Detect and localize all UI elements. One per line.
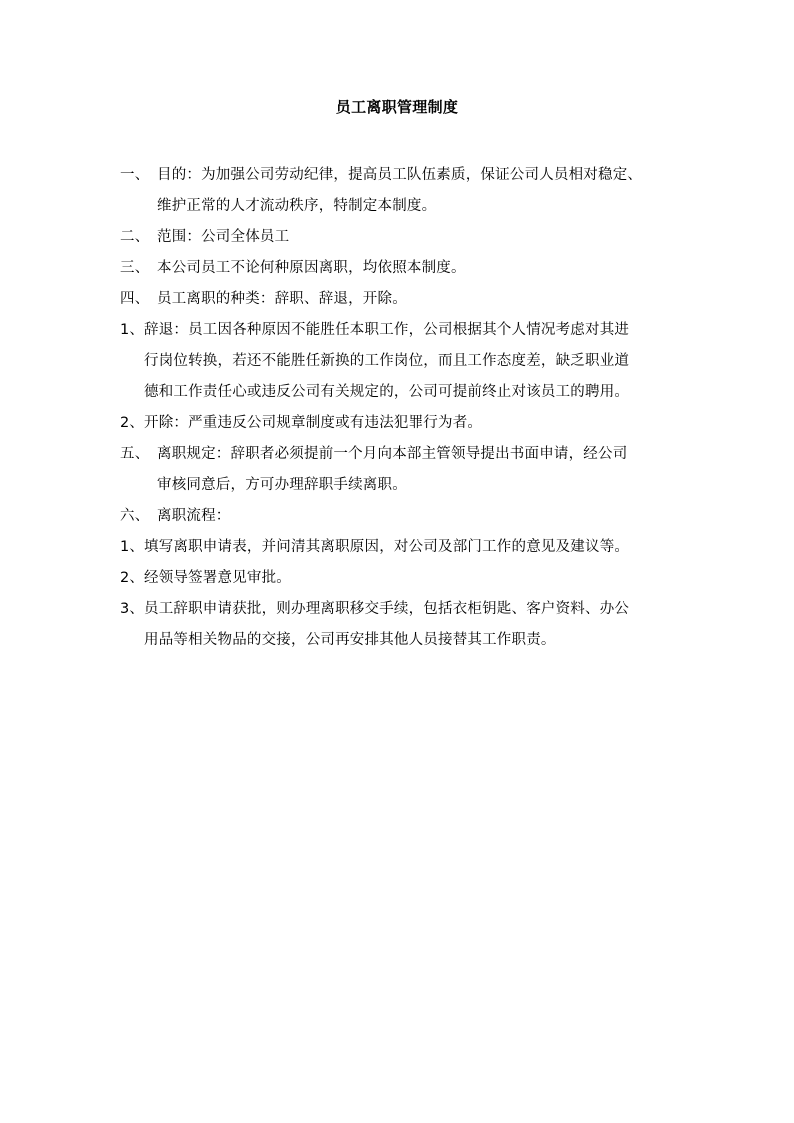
item-marker: 1、	[120, 322, 145, 338]
item-text	[157, 253, 690, 284]
item-text	[144, 594, 690, 656]
section-rules	[120, 439, 690, 501]
text-line: 离职规定：辞职者必须提前一个月向本部主管领导提出书面申请，经公司	[157, 446, 628, 462]
item-text	[157, 501, 690, 532]
text-line: 用品等相关物品的交接，公司再安排其他人员接替其工作职责。	[144, 632, 556, 648]
text-line: 维护正常的人才流动秩序，特制定本制度。	[157, 198, 437, 214]
item-marker: 三、	[120, 260, 150, 276]
item-text	[157, 222, 690, 253]
item-marker: 六、	[120, 508, 150, 524]
document-title: 员工离职管理制度	[335, 98, 459, 116]
text-line: 离职流程：	[157, 508, 231, 524]
text-line: 范围：公司全体员工	[157, 229, 290, 245]
text-line: 目的：为加强公司劳动纪律，提高员工队伍素质，保证公司人员相对稳定、	[157, 167, 643, 183]
item-marker: 2、	[120, 415, 145, 431]
document-body	[120, 160, 690, 656]
item-text	[144, 563, 690, 594]
item-marker: 五、	[120, 446, 150, 462]
item-text	[157, 160, 690, 222]
section-purpose	[120, 160, 690, 222]
process-step-3	[120, 594, 690, 656]
item-marker: 二、	[120, 229, 150, 245]
item-text	[157, 439, 690, 501]
subitem-dismissal	[120, 315, 690, 408]
text-line: 开除：严重违反公司规章制度或有违法犯罪行为者。	[144, 415, 483, 431]
process-step-1	[120, 532, 690, 563]
item-marker: 3、	[120, 601, 145, 617]
subitem-expulsion	[120, 408, 690, 439]
text-line: 经领导签署意见审批。	[144, 570, 291, 586]
item-marker: 四、	[120, 291, 150, 307]
item-text	[144, 315, 690, 408]
text-line: 员工离职的种类：辞职、辞退，开除。	[157, 291, 407, 307]
text-line: 辞退：员工因各种原因不能胜任本职工作，公司根据其个人情况考虑对其进	[144, 322, 630, 338]
text-line: 本公司员工不论何种原因离职，均依照本制度。	[157, 260, 466, 276]
text-line: 填写离职申请表，并问清其离职原因，对公司及部门工作的意见及建议等。	[144, 539, 630, 555]
item-marker: 一、	[120, 167, 150, 183]
process-step-2	[120, 563, 690, 594]
text-line: 员工辞职申请获批，则办理离职移交手续，包括衣柜钥匙、客户资料、办公	[144, 601, 630, 617]
section-process	[120, 501, 690, 532]
section-scope	[120, 222, 690, 253]
item-marker: 1、	[120, 539, 145, 555]
text-line: 行岗位转换，若还不能胜任新换的工作岗位，而且工作态度差，缺乏职业道	[144, 353, 630, 369]
item-text	[157, 284, 690, 315]
section-types	[120, 284, 690, 315]
item-text	[144, 532, 690, 563]
section-applicability	[120, 253, 690, 284]
text-line: 德和工作责任心或违反公司有关规定的，公司可提前终止对该员工的聘用。	[144, 384, 630, 400]
item-text	[144, 408, 690, 439]
text-line: 审核同意后，方可办理辞职手续离职。	[157, 477, 407, 493]
item-marker: 2、	[120, 570, 145, 586]
